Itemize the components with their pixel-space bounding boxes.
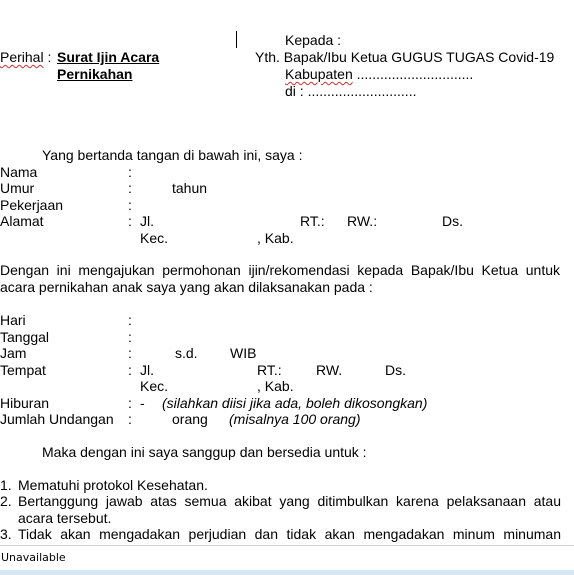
perihal-subject-line1: Surat Ijin Acara xyxy=(57,49,160,65)
field-pekerjaan-label: Pekerjaan xyxy=(0,197,64,213)
field-tempat-colon: : xyxy=(128,362,132,378)
field-tempat-ds: Ds. xyxy=(385,362,406,378)
field-tempat-rt: RT.: xyxy=(257,362,282,378)
field-undangan-colon: : xyxy=(128,411,132,427)
field-tempat-kab: , Kab. xyxy=(257,378,294,394)
kepada-label: Kepada : xyxy=(285,32,342,48)
field-hiburan-value: - xyxy=(140,395,145,411)
field-tanggal-colon: : xyxy=(128,329,132,345)
list-item-number: 1. xyxy=(0,477,12,493)
intro-text: Yang bertanda tangan di bawah ini, saya : xyxy=(42,147,303,163)
field-tempat-jl: Jl. xyxy=(140,362,154,378)
field-jam-sd: s.d. xyxy=(175,345,198,361)
perihal-subject-line2: Pernikahan xyxy=(57,66,133,82)
field-hiburan-colon: : xyxy=(128,395,132,411)
field-jam-label: Jam xyxy=(0,345,27,361)
commit-line: Maka dengan ini saya sanggup dan bersedia untuk : xyxy=(42,444,367,460)
field-alamat-rt: RT.: xyxy=(300,213,325,229)
field-alamat-jl: Jl. xyxy=(140,213,154,229)
kabupaten-dots: .............................. xyxy=(352,66,474,82)
recipient-line: Yth. Bapak/Ibu Ketua GUGUS TUGAS Covid-19 xyxy=(255,49,555,65)
field-umur-label: Umur xyxy=(0,180,35,196)
request-paragraph: Dengan ini mengajukan permohonan ijin/rekomendasi kepada Bapak/Ibu Ketua untuk acara pernikahan anak saya yang akan dilaksanakan pada : xyxy=(0,262,560,295)
text-cursor xyxy=(236,31,237,48)
field-undangan-label: Jumlah Undangan xyxy=(0,411,114,427)
field-alamat-colon: : xyxy=(128,213,132,229)
field-undangan-value: orang xyxy=(172,411,208,427)
field-undangan-note: (misalnya 100 orang) xyxy=(229,411,361,427)
perihal-label: Perihal xyxy=(0,49,44,65)
kabupaten-line xyxy=(285,66,473,82)
field-hiburan-note: (silahkan diisi jika ada, boleh dikosongkan) xyxy=(162,395,428,411)
field-jam-colon: : xyxy=(128,345,132,361)
field-tempat-rw: RW. xyxy=(316,362,343,378)
field-tempat-kec: Kec. xyxy=(140,378,169,394)
field-tanggal-label: Tanggal xyxy=(0,329,50,345)
kabupaten-label: Kabupaten xyxy=(285,66,353,82)
field-nama-label: Nama xyxy=(0,164,38,180)
list-item: Bertanggung jawab atas semua akibat yang ditimbulkan karena pelaksanaan atau acara tersebut. xyxy=(18,493,561,526)
field-umur-value: tahun xyxy=(172,180,208,196)
field-umur-colon: : xyxy=(128,180,132,196)
field-hari-label: Hari xyxy=(0,312,26,328)
list-item-number: 2. xyxy=(0,493,12,509)
field-hiburan-label: Hiburan xyxy=(0,395,50,411)
field-hari-colon: : xyxy=(128,312,132,328)
perihal-row xyxy=(0,49,51,65)
field-nama-colon: : xyxy=(128,164,132,180)
di-line: di : ............................ xyxy=(285,83,417,99)
perihal-colon: : xyxy=(43,49,52,65)
field-alamat-ds: Ds. xyxy=(442,213,463,229)
field-tempat-label: Tempat xyxy=(0,362,46,378)
field-alamat-kab: , Kab. xyxy=(257,230,294,246)
list-item: Mematuhi protokol Kesehatan. xyxy=(18,477,208,493)
field-alamat-label: Alamat xyxy=(0,213,44,229)
field-alamat-kec: Kec. xyxy=(140,230,169,246)
status-label: Unavailable xyxy=(1,551,66,564)
list-item-number: 3. xyxy=(0,526,12,542)
field-alamat-rw: RW.: xyxy=(347,213,378,229)
status-bar xyxy=(0,545,574,575)
field-jam-wib: WIB xyxy=(230,345,257,361)
list-item: Tidak akan mengadakan perjudian dan tidak akan mengadakan minum minuman xyxy=(18,526,561,542)
field-pekerjaan-colon: : xyxy=(128,197,132,213)
status-strip xyxy=(0,570,574,575)
